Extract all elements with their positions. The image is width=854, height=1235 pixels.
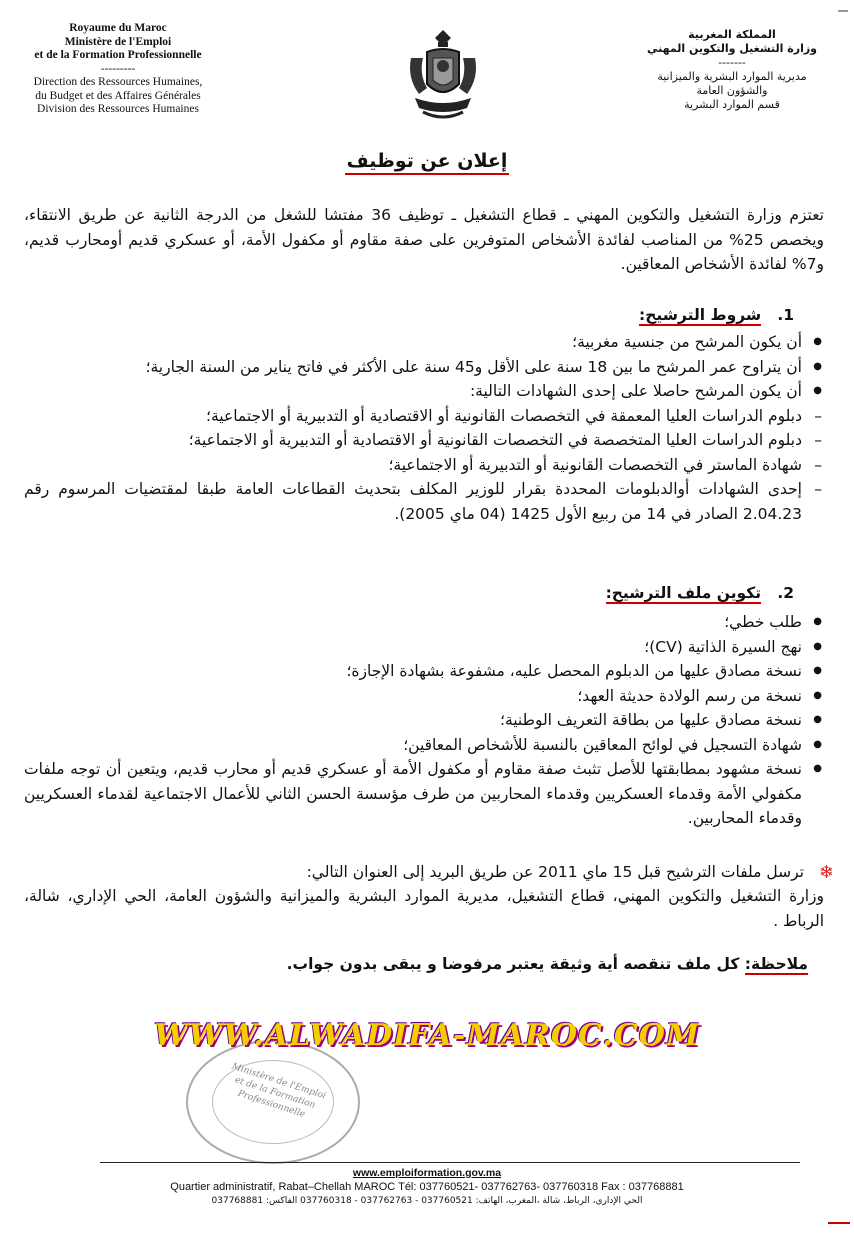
list-item: ● طلب خطي؛ (24, 610, 824, 635)
section-title: شروط الترشيح: (639, 306, 762, 324)
section-2-list (24, 610, 824, 831)
note-text: كل ملف تنقصه أية وثيقة يعتبر مرفوضا و يبقى بدون جواب. (286, 955, 745, 973)
list-item: ● شهادة التسجيل في لوائح المعاقين بالنسبة للأشخاص المعاقين؛ (24, 733, 824, 758)
section-2-heading (606, 584, 794, 602)
header-fr-separator: --------- (100, 62, 136, 75)
section-1-heading (639, 306, 794, 324)
list-subitem: – دبلوم الدراسات العليا المعمقة في التخصصات القانونية أو الاقتصادية أو التدبيرية أو الاجتماعية؛ (24, 404, 824, 429)
header-ar-line: وزارة التشغيل والتكوين المهني (646, 42, 818, 55)
stamp-text: Ministère de l'Emploi et de la Formation Professionnelle (230, 1061, 327, 1120)
footer-url-link[interactable]: www.emploiformation.gov.ma (352, 1167, 502, 1179)
note-label: ملاحظة: (744, 955, 808, 973)
section-number: 2. (777, 584, 794, 602)
document-title (0, 150, 854, 172)
list-subitem: – دبلوم الدراسات العليا المتخصصة في التخصصات القانونية أو الاقتصادية أو التدبيرية أو الاجتماعية؛ (24, 428, 824, 453)
list-subitem: – إحدى الشهادات أوالدبلومات المحددة بقرار للوزير المكلف بتحديث القطاعات العامة طبقا لمقتضيات المرسوم رقم 2.04.23 الصادر في 14 من ربيع الأول 1425 (04 ماي 2005). (24, 477, 824, 526)
header-fr-line: Direction des Ressources Humaines, (33, 76, 203, 88)
list-item: ● نسخة مصادق عليها من بطاقة التعريف الوطنية؛ (24, 708, 824, 733)
scan-mark (828, 1222, 850, 1224)
coat-of-arms-icon (405, 28, 481, 124)
note (287, 955, 808, 973)
header-ar-line: المملكة المغربية (688, 28, 776, 41)
header-arabic (632, 28, 832, 112)
sending-line: ترسل ملفات الترشيح قبل 15 ماي 2011 عن طريق البريد إلى العنوان التالي: (306, 863, 804, 881)
title-text: إعلان عن توظيف (345, 150, 510, 175)
list-item: ● أن يتراوح عمر المرشح ما بين 18 سنة على الأقل و45 سنة على الأكثر في فاتح يناير من السنة الجارية؛ (24, 355, 824, 380)
sending-instructions (34, 860, 804, 885)
section-title: تكوين ملف الترشيح: (605, 584, 762, 602)
header-ar-line: قسم الموارد البشرية (684, 98, 780, 111)
header-ar-separator: ------- (718, 56, 746, 69)
header-fr-line: Division des Ressources Humaines (37, 103, 199, 115)
footer-divider (100, 1162, 800, 1163)
list-item: ● نسخة مصادق عليها من الدبلوم المحصل عليه، مشفوعة بشهادة الإجازة؛ (24, 659, 824, 684)
header-fr-line: et de la Formation Professionnelle (34, 49, 202, 61)
snowflake-icon: ❄ (818, 862, 834, 883)
list-item: ● نسخة مشهود بمطابقتها للأصل تثبث صفة مقاوم أو مكفول الأمة أو عسكري قديم أو محارب قديم، ويتعين أن توجه ملفات مكفولي الأمة وقدماء العسكريين وقدماء المحاربين من طرف مؤسسة الحسن الثاني للأعمال الاجتماعية لقدماء العسكريين وقدماء المحاربين. (24, 757, 824, 831)
header-fr-line: Ministère de l'Emploi (64, 35, 172, 48)
list-item: ● أن يكون المرشح من جنسية مغربية؛ (24, 330, 824, 355)
intro-paragraph: تعتزم وزارة التشغيل والتكوين المهني ـ قطاع التشغيل ـ توظيف 36 مفتشا للشغل من الدرجة الثانية عن طريق الانتقاء، ويخصص 25% من المناصب لفائدة الأشخاص المتوفرين على صفة مقاوم أو مكفول الأمة، أو عسكري قديم أومحارب قديم، و7% لفائدة الأشخاص المعاقين. (24, 206, 824, 273)
section-number: 1. (777, 306, 794, 324)
list-item: ● نسخة من رسم الولادة حديثة العهد؛ (24, 684, 824, 709)
header-fr-line: Royaume du Maroc (69, 22, 167, 34)
list-item: ● نهج السيرة الذاتية (CV)؛ (24, 635, 824, 660)
footer (0, 1166, 854, 1208)
footer-address-fr: Quartier administratif, Rabat–Chellah MAROC Tél: 037760521- 037762763- 037760318 Fax : 037768881 (170, 1181, 684, 1193)
scan-mark (838, 10, 848, 12)
list-subitem: – شهادة الماستر في التخصصات القانونية أو التدبيرية أو الاجتماعية؛ (24, 453, 824, 478)
list-item: ● أن يكون المرشح حاصلا على إحدى الشهادات التالية: (24, 379, 824, 404)
watermark: WWW.ALWADIFA-MAROC.COM (153, 1018, 701, 1053)
header-ar-line: مديرية الموارد البشرية والميزانية (657, 70, 807, 83)
section-1-list (24, 330, 824, 526)
sending-address: وزارة التشغيل والتكوين المهني، قطاع التشغيل، مديرية الموارد البشرية والميزانية والشؤون العامة، الحي الإداري، شالة، الرباط . (24, 887, 824, 930)
header-ar-line: والشؤون العامة (696, 84, 768, 97)
header-french (18, 22, 218, 117)
header-fr-line: du Budget et des Affaires Générales (35, 89, 201, 102)
footer-address-ar: الحي الإداري، الرباط، شالة ،المغرب، الهاتف: 037760521 - 037762763 - 037760318 الفاكس: 037768881 (211, 1196, 643, 1206)
